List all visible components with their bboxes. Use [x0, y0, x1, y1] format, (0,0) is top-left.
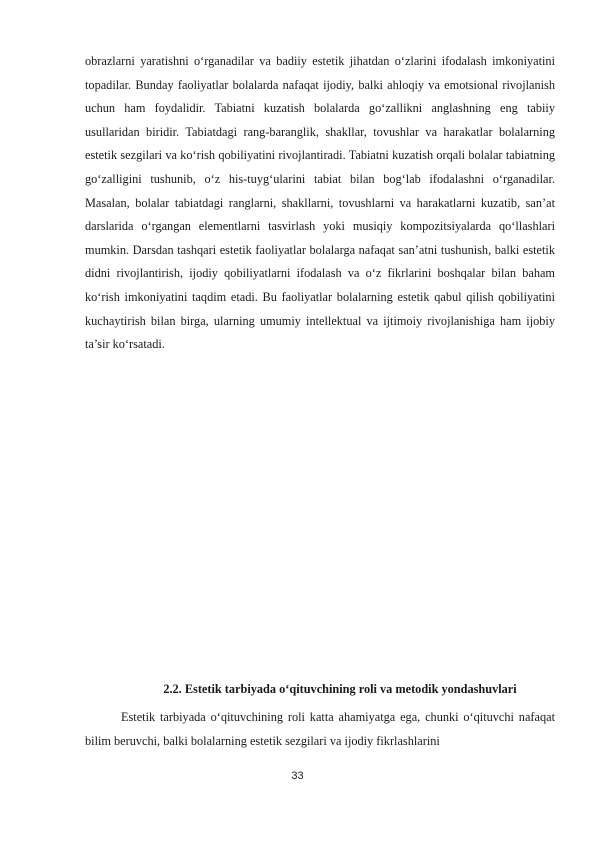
page-number: 33 — [291, 770, 304, 782]
intro-paragraph: Estetik tarbiyada o‘qituvchining roli katta ahamiyatga ega, chunki o‘qituvchi nafaqat bilim beruvchi, balki bolalarning estetik sezgilari va ijodiy fikrlashlarini — [85, 710, 555, 748]
section-heading: 2.2. Estetik tarbiyada o‘qituvchining roli va metodik yondashuvlari — [163, 682, 517, 696]
body-paragraph: obrazlarni yaratishni o‘rganadilar va badiiy estetik jihatdan o‘zlarini ifodalash imkoniyatini topadilar. Bunday faoliyatlar bolalarda nafaqat ijodiy, balki ahloqiy va emotsional rivojlanish uchun ham foydalidir. Tabiatni kuzatish bolalarda go‘zallikni anglashning eng tabiiy usullaridan biridir. Tabiatdagi rang-baranglik, shakllar, tovushlar va harakatlar bolalarning estetik sezgilari va ko‘rish qobiliyatini rivojlantiradi. Tabiatni kuzatish orqali bolalar tabiatning go‘zalligini tushunib, o‘z his-tuyg‘ularini tabiat bilan bog‘lab ifodalashni o‘rganadilar. Masalan, bolalar tabiatdagi ranglarni, shakllarni, tovushlarni va harakatlarni kuzatib, san’at darslarida o‘rgangan elementlarni tasvirlash yoki musiqiy kompozitsiyalarda qo‘llashlari mumkin. Darsdan tashqari estetik faoliyatlar bolalarga nafaqat san’atni tushunish, balki estetik didni rivojlantirish, ijodiy qobiliyatlarni ifodalash va o‘z fikrlarini boshqalar bilan baham ko‘rish imkoniyatini taqdim etadi. Bu faoliyatlar bolalarning estetik qabul qilish qobiliyatini kuchaytirish bilan birga, ularning umumiy intellektual va ijtimoiy rivojlanishiga ham ijobiy ta’sir ko‘rsatadi. — [85, 54, 555, 352]
